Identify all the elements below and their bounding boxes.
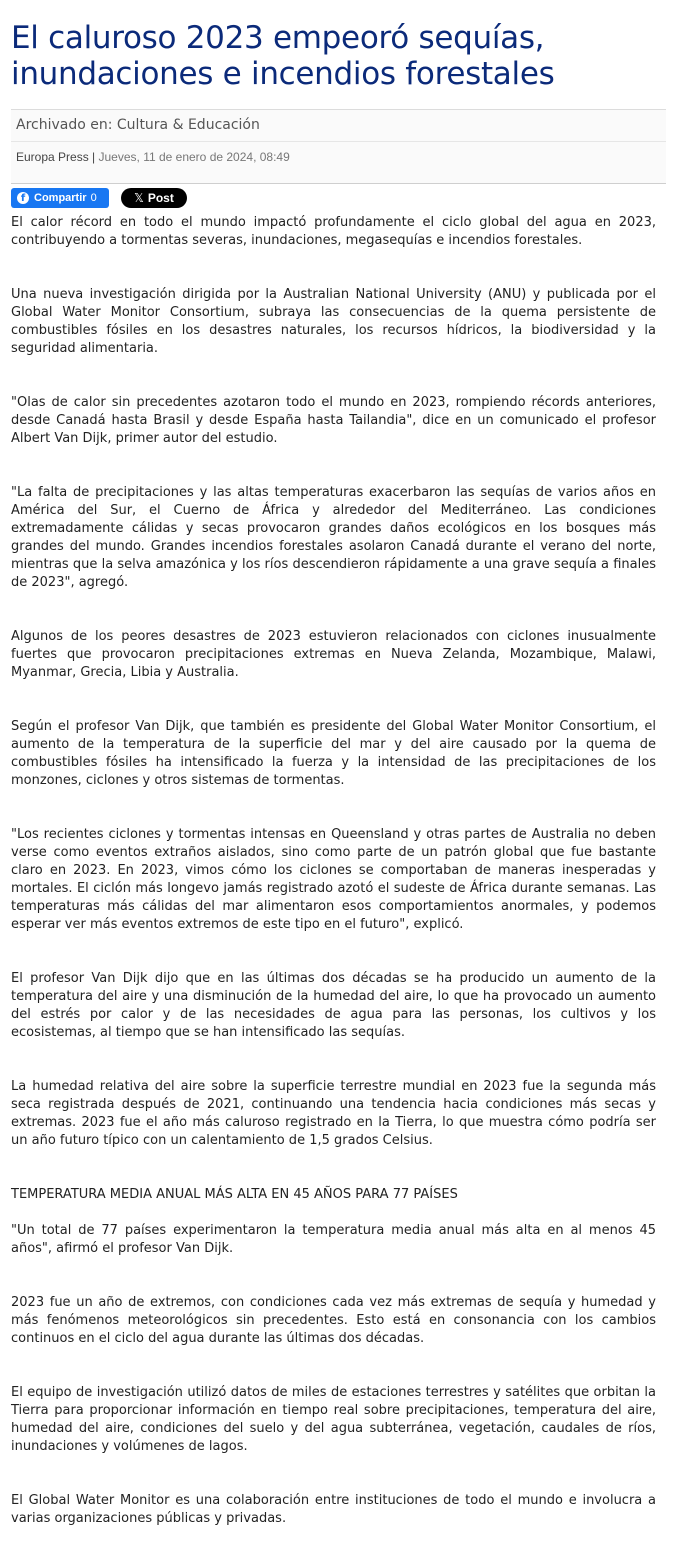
paragraph: Algunos de los peores desastres de 2023 estuvieron relacionados con ciclones inusualmente fuertes que provocaron precipitaciones extremas en Nueva Zelanda, Mozambique, Malawi, Myanmar, Grecia, Libia y Australia.	[11, 629, 656, 680]
paragraph: El calor récord en todo el mundo impactó profundamente el ciclo global del agua en 2023, contribuyendo a tormentas severas, inundaciones, megasequías e incendios forestales.	[11, 215, 656, 248]
source: Europa Press	[16, 150, 89, 164]
article	[11, 0, 667, 1526]
page-title: El caluroso 2023 empeoró sequías, inundaciones e incendios forestales	[11, 20, 555, 92]
paragraph: Una nueva investigación dirigida por la Australian National University (ANU) y publicada por el Global Water Monitor Consortium, subraya las consecuencias de la quema persistente de combustibles fósiles en los desastres naturales, los recursos hídricos, la biodiversidad y la seguridad alimentaria.	[11, 287, 656, 356]
publish-date: Jueves, 11 de enero de 2024, 08:49	[98, 150, 290, 164]
paragraph: La humedad relativa del aire sobre la superficie terrestre mundial en 2023 fue la segunda más seca registrada después de 2021, continuando una tendencia hacia condiciones más secas y extremas. 2023 fue el año más caluroso registrado en la Tierra, lo que muestra cómo podría ser un año futuro típico con un calentamiento de 1,5 grados Celsius.	[11, 1079, 656, 1148]
archive-category[interactable]: Archivado en: Cultura & Educación	[16, 117, 260, 133]
paragraph: Según el profesor Van Dijk, que también es presidente del Global Water Monitor Consortium, el aumento de la temperatura de la superficie del mar y del aire causado por la quema de combustibles fósiles ha intensificado la fuerza y la intensidad de las precipitaciones de los monzones, ciclones y otros sistemas de tormentas.	[11, 719, 656, 788]
paragraph: El Global Water Monitor es una colaboración entre instituciones de todo el mundo e involucra a varias organizaciones públicas y privadas.	[11, 1493, 656, 1526]
facebook-share-label: Compartir	[34, 192, 87, 204]
paragraph: El profesor Van Dijk dijo que en las últimas dos décadas se ha producido un aumento de la temperatura del aire y una disminución de la humedad del aire, lo que ha provocado un aumento del estrés por calor y de las necesidades de agua para las personas, los cultivos y los ecosistemas, al tiempo que se han intensificado las sequías.	[11, 971, 656, 1040]
byline-bar	[11, 141, 666, 184]
paragraph: "La falta de precipitaciones y las altas temperaturas exacerbaron las sequías de varios años en América del Sur, el Cuerno de África y alrededor del Mediterráneo. Las condiciones extremadamente cálidas y secas provocaron grandes daños ecológicos en los bosques más grandes del mundo. Grandes incendios forestales asolaron Canadá durante el verano del norte, mientras que la selva amazónica y los ríos descendieron rápidamente a una grave sequía a finales de 2023", agregó.	[11, 485, 656, 590]
paragraph: "Los recientes ciclones y tormentas intensas en Queensland y otras partes de Australia no deben verse como eventos extraños aislados, sino como parte de un patrón global que fue bastante claro en 2023. En 2023, vimos cómo los ciclones se comportaban de maneras inesperadas y mortales. El ciclón más longevo jamás registrado azotó el sudeste de África durante semanas. Las temperaturas más cálidas del mar alimentaron esos comportamientos anormales, y podemos esperar ver más eventos extremos de este tipo en el futuro", explicó.	[11, 827, 656, 932]
paragraph: 2023 fue un año de extremos, con condiciones cada vez más extremas de sequía y humedad y más fenómenos meteorológicos sin precedentes. Esto está en consonancia con los cambios continuos en el ciclo del agua durante las últimas dos décadas.	[11, 1295, 656, 1346]
article-body	[11, 214, 656, 1564]
archive-bar	[11, 109, 666, 142]
facebook-share-count: 0	[90, 192, 97, 204]
paragraph: El equipo de investigación utilizó datos de miles de estaciones terrestres y satélites que orbitan la Tierra para proporcionar información en tiempo real sobre precipitaciones, temperatura del aire, humedad del aire, condiciones del suelo y del agua subterránea, vegetación, caudales de ríos, inundaciones y volúmenes de lagos.	[11, 1385, 656, 1454]
x-post-label: Post	[147, 191, 174, 205]
x-post-button[interactable]	[121, 188, 187, 208]
paragraph: "Un total de 77 países experimentaron la temperatura media anual más alta en al menos 45 años", afirmó el profesor Van Dijk.	[11, 1223, 656, 1256]
byline-separator: |	[88, 150, 99, 164]
facebook-share-button[interactable]	[11, 188, 109, 208]
byline	[16, 150, 290, 164]
section-subheading: TEMPERATURA MEDIA ANUAL MÁS ALTA EN 45 AÑOS PARA 77 PAÍSES	[11, 1187, 458, 1202]
paragraph: "Olas de calor sin precedentes azotaron todo el mundo en 2023, rompiendo récords anteriores, desde Canadá hasta Brasil y desde España hasta Tailandia", dice en un comunicado el profesor Albert Van Dijk, primer autor del estudio.	[11, 395, 656, 446]
facebook-icon: f	[17, 192, 29, 204]
x-logo-icon: 𝕏	[134, 191, 144, 205]
